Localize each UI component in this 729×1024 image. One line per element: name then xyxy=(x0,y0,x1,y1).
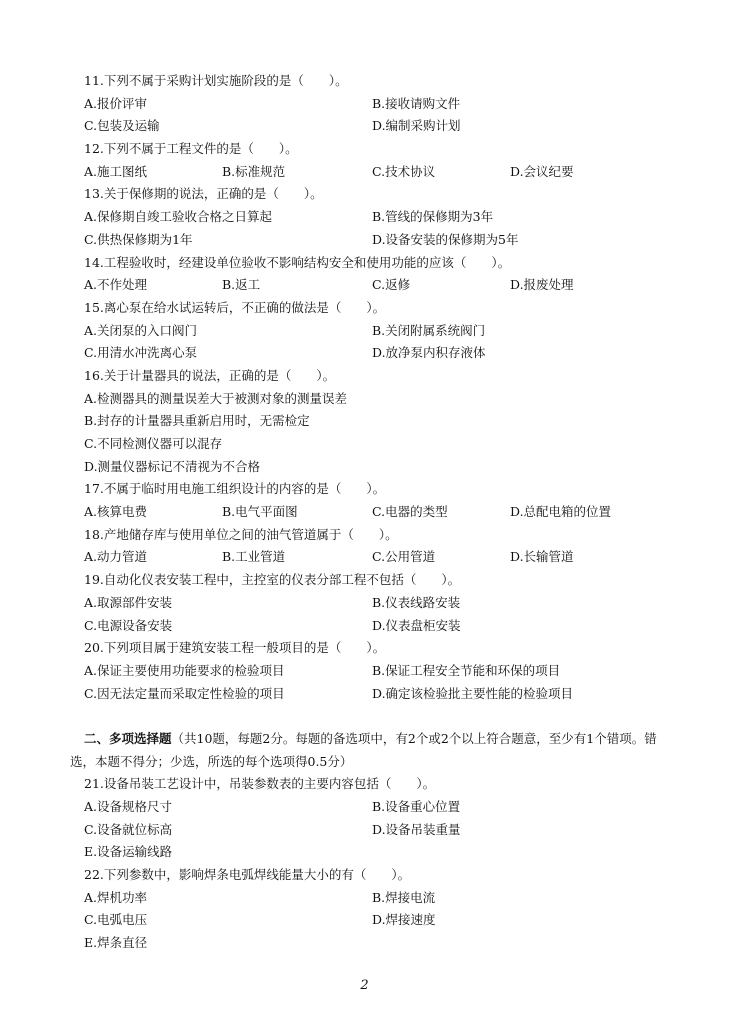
option-row xyxy=(84,660,684,683)
option: C.公用管道 xyxy=(372,549,436,565)
option: E.设备运输线路 xyxy=(84,844,173,860)
question-stem xyxy=(84,773,684,796)
option-row xyxy=(84,229,684,252)
question-stem xyxy=(84,864,684,887)
option-row xyxy=(84,115,684,138)
option: D.长输管道 xyxy=(510,549,574,565)
option: B.焊接电流 xyxy=(372,889,436,905)
option: C.用清水冲洗离心泵 xyxy=(84,345,198,361)
question-15-stem: 15.离心泵在给水试运转后，不正确的做法是（ ）。 xyxy=(84,299,386,315)
option: C.技术协议 xyxy=(372,163,436,179)
option: B.关闭附属系统阀门 xyxy=(372,322,486,338)
question-16-stem: 16.关于计量器具的说法，正确的是（ ）。 xyxy=(84,367,336,383)
option: D.确定该检验批主要性能的检验项目 xyxy=(372,685,574,701)
option-row xyxy=(84,546,684,569)
question-stem xyxy=(84,183,684,206)
option: C.设备就位标高 xyxy=(84,821,173,837)
option: D.焊接速度 xyxy=(372,912,436,928)
section-title: 二、多项选择题 xyxy=(84,730,172,746)
question-stem xyxy=(84,478,684,501)
option: D.设备安装的保修期为5年 xyxy=(372,231,519,247)
question-stem xyxy=(84,569,684,592)
option: D.测量仪器标记不清视为不合格 xyxy=(84,458,261,474)
option: B.电气平面图 xyxy=(222,504,298,520)
option: B.管线的保修期为3年 xyxy=(372,209,494,225)
option: A.取源部件安装 xyxy=(84,594,173,610)
question-stem xyxy=(84,138,684,161)
option-row xyxy=(84,932,684,955)
question-14-stem: 14.工程验收时，经建设单位验收不影响结构安全和使用功能的应该（ ）。 xyxy=(84,254,511,270)
option: B.仪表线路安装 xyxy=(372,594,461,610)
option-row xyxy=(84,456,684,479)
option: B.接收请购文件 xyxy=(372,95,461,111)
question-stem xyxy=(84,70,684,93)
option-row xyxy=(84,909,684,932)
option: B.返工 xyxy=(222,277,261,293)
option: C.电弧电压 xyxy=(84,912,148,928)
option: A.核算电费 xyxy=(84,504,148,520)
option: A.检测器具的测量误差大于被测对象的测量误差 xyxy=(84,390,348,406)
option-row xyxy=(84,501,684,524)
option-row xyxy=(84,433,684,456)
option: D.会议纪要 xyxy=(510,163,574,179)
question-stem xyxy=(84,524,684,547)
section-heading xyxy=(70,728,672,773)
option-row xyxy=(84,410,684,433)
option: D.总配电箱的位置 xyxy=(510,504,612,520)
option-row xyxy=(84,615,684,638)
question-19-stem: 19.自动化仪表安装工程中，主控室的仪表分部工程不包括（ ）。 xyxy=(84,572,461,588)
option-row xyxy=(84,93,684,116)
option: B.标准规范 xyxy=(222,163,286,179)
section-spacer xyxy=(84,705,684,728)
option-row xyxy=(84,796,684,819)
option-row xyxy=(84,592,684,615)
option: A.报价评审 xyxy=(84,95,148,111)
option-row xyxy=(84,841,684,864)
option: B.封存的计量器具重新启用时，无需检定 xyxy=(84,413,310,429)
section-description: （共10题，每题2分。每题的备选项中，有2个或2个以上符合题意，至少有1个错项。错选，本题不得分；少选，所选的每个选项得0.5分） xyxy=(70,730,657,769)
page-number: 2 xyxy=(360,978,369,993)
section-heading-text xyxy=(70,728,672,773)
option-row xyxy=(84,161,684,184)
question-12-stem: 12.下列不属于工程文件的是（ ）。 xyxy=(84,141,298,157)
question-17-stem: 17.不属于临时用电施工组织设计的内容的是（ ）。 xyxy=(84,481,386,497)
question-11-stem: 11.下列不属于采购计划实施阶段的是（ ）。 xyxy=(84,73,348,88)
option: C.因无法定量而采取定性检验的项目 xyxy=(84,685,285,701)
option: A.保修期自竣工验收合格之日算起 xyxy=(84,209,273,225)
option: A.施工图纸 xyxy=(84,163,148,179)
option: A.焊机功率 xyxy=(84,889,148,905)
option-row xyxy=(84,887,684,910)
question-13-stem: 13.关于保修期的说法，正确的是（ ）。 xyxy=(84,186,323,202)
option: D.放净泵内积存液体 xyxy=(372,345,486,361)
option-row xyxy=(84,819,684,842)
option: E.焊条直径 xyxy=(84,935,148,951)
option: A.动力管道 xyxy=(84,549,148,565)
option: C.包装及运输 xyxy=(84,118,160,134)
option-row xyxy=(84,320,684,343)
option: B.设备重心位置 xyxy=(372,799,461,815)
option: C.不同检测仪器可以混存 xyxy=(84,436,223,451)
option: B.工业管道 xyxy=(222,549,286,565)
option: C.电源设备安装 xyxy=(84,617,173,633)
option: A.设备规格尺寸 xyxy=(84,799,173,815)
option: A.保证主要使用功能要求的检验项目 xyxy=(84,662,285,678)
option-row xyxy=(84,206,684,229)
option: D.设备吊装重量 xyxy=(372,821,461,837)
question-22-stem: 22.下列参数中，影响焊条电弧焊线能量大小的有（ ）。 xyxy=(84,867,411,883)
question-stem xyxy=(84,252,684,275)
question-stem xyxy=(84,365,684,388)
option: D.编制采购计划 xyxy=(372,118,461,134)
question-stem xyxy=(84,297,684,320)
option-row xyxy=(84,683,684,706)
option: D.报废处理 xyxy=(510,277,574,293)
option: C.供热保修期为1年 xyxy=(84,231,193,247)
question-20-stem: 20.下列项目属于建筑安装工程一般项目的是（ ）。 xyxy=(84,640,386,656)
option-row xyxy=(84,342,684,365)
option: A.不作处理 xyxy=(84,277,148,293)
option: D.仪表盘柜安装 xyxy=(372,617,461,633)
option: C.电器的类型 xyxy=(372,504,448,520)
question-18-stem: 18.产地储存库与使用单位之间的油气管道属于（ ）。 xyxy=(84,526,398,542)
option: B.保证工程安全节能和环保的项目 xyxy=(372,662,561,678)
option: C.返修 xyxy=(372,277,411,293)
option-row xyxy=(84,274,684,297)
option: A.关闭泵的入口阀门 xyxy=(84,322,198,338)
question-21-stem: 21.设备吊装工艺设计中，吊装参数表的主要内容包括（ ）。 xyxy=(84,776,436,792)
question-stem xyxy=(84,637,684,660)
option-row xyxy=(84,388,684,411)
page-content xyxy=(70,70,684,955)
